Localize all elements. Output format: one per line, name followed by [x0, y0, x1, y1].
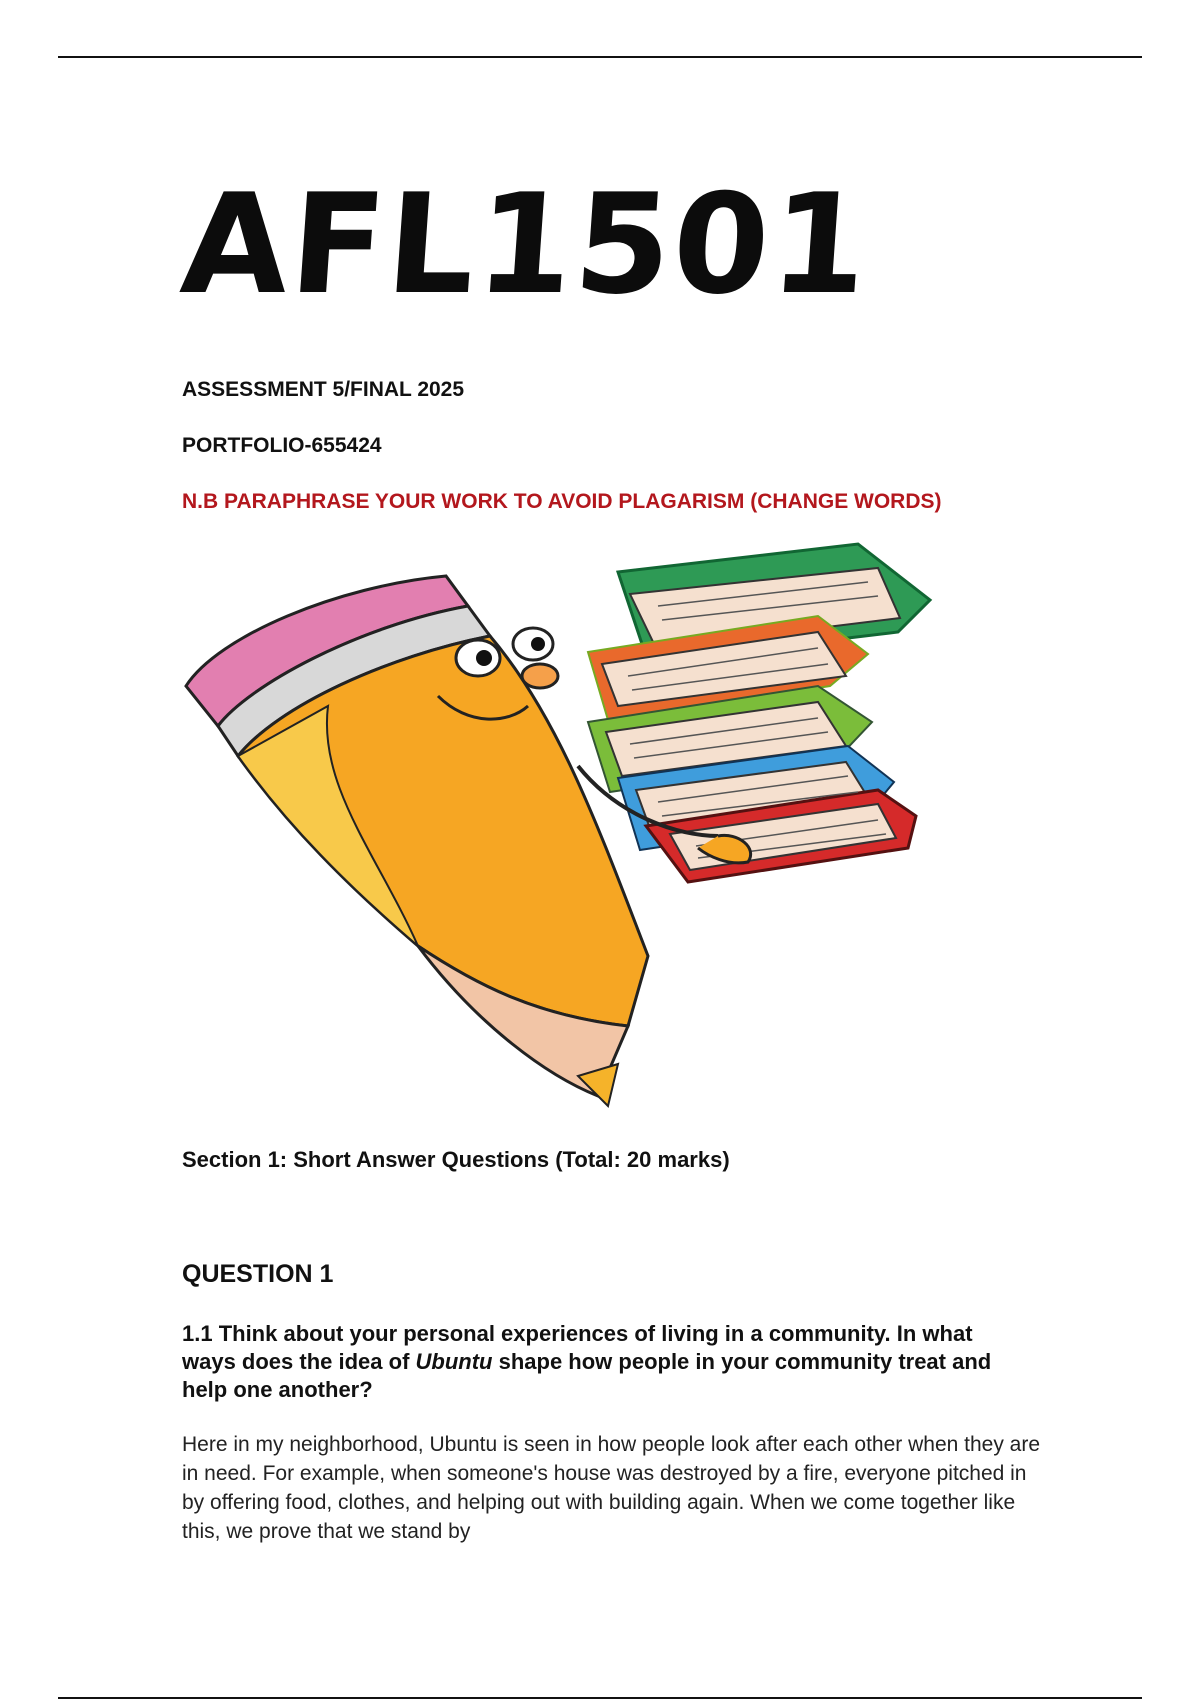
assessment-label: ASSESSMENT 5/FINAL 2025: [182, 378, 465, 401]
answer-paragraph: Here in my neighborhood, Ubuntu is seen in how people look after each other when they are in need. For example, when someone's house was destroyed by a fire, everyone pitched in by offering food, clothes, and helping out with building again. When we come together like this, we prove that we stand by: [182, 1433, 1041, 1543]
question-emphasis: Ubuntu: [415, 1349, 493, 1374]
question-text: [182, 1320, 1032, 1404]
book-stack-icon: [588, 544, 930, 882]
question-text-part2: shape how people in your community treat and help one another?: [182, 1349, 992, 1402]
course-code-title: AFL1501: [176, 164, 875, 325]
bottom-rule: [58, 1697, 1142, 1699]
portfolio-label: PORTFOLIO-655424: [182, 434, 382, 457]
question-text-part1: 1.1 Think about your personal experiences of living in a community. In what ways does the idea of: [182, 1321, 973, 1374]
plagiarism-notice: N.B PARAPHRASE YOUR WORK TO AVOID PLAGARISM (CHANGE WORDS): [182, 490, 942, 513]
section-heading: Section 1: Short Answer Questions (Total: 20 marks): [182, 1147, 730, 1172]
top-rule: [58, 56, 1142, 58]
question-heading: QUESTION 1: [182, 1260, 334, 1288]
pencil-with-books-illustration: [178, 536, 1028, 1122]
